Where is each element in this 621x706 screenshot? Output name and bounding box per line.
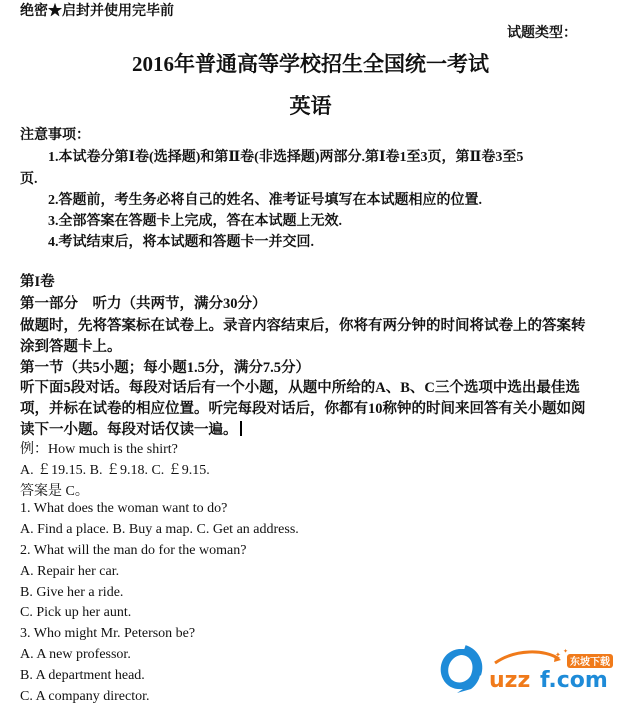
question-2-option-b: B. Give her a ride. bbox=[20, 585, 124, 600]
exam-title: 2016年普通高等学校招生全国统一考试 bbox=[132, 52, 489, 76]
instruction-line-2: 涂到答题卡上。 bbox=[20, 339, 122, 355]
question-1-options: A. Find a place. B. Buy a map. C. Get an address. bbox=[20, 522, 299, 537]
question-3-option-c: C. A company director. bbox=[20, 689, 150, 704]
question-3: 3. Who might Mr. Peterson be? bbox=[20, 626, 196, 641]
confidential-label: 绝密★启封并使用完毕前 bbox=[20, 4, 174, 19]
uzzf-logo-icon bbox=[437, 645, 617, 695]
example-question: 例：How much is the shirt? bbox=[20, 442, 178, 457]
volume-heading: 第I卷 bbox=[20, 274, 55, 290]
question-3-option-b: B. A department head. bbox=[20, 668, 145, 683]
question-2-option-c: C. Pick up her aunt. bbox=[20, 605, 132, 620]
svg-text:✦: ✦ bbox=[563, 648, 569, 655]
svg-text:东坡下载: 东坡下载 bbox=[570, 657, 610, 668]
exam-subject: 英语 bbox=[289, 94, 332, 118]
question-2-option-a: A. Repair her car. bbox=[20, 564, 120, 579]
question-1: 1. What does the woman want to do? bbox=[20, 501, 228, 516]
note-item-4: 4.考试结束后，将本试题和答题卡一并交回. bbox=[48, 235, 314, 250]
note-item-2: 2.答题前，考生务必将自己的姓名、准考证号填写在本试题相应的位置. bbox=[48, 193, 482, 208]
svg-text:f.com: f.com bbox=[540, 668, 608, 693]
svg-text:✦: ✦ bbox=[555, 651, 561, 659]
instruction-line-1: 做题时，先将答案标在试卷上。录音内容结束后，你将有两分钟的时间将试卷上的答案转 bbox=[20, 318, 586, 334]
section-heading: 第一节（共5小题；每小题1.5分，满分7.5分） bbox=[20, 360, 310, 376]
directions-line-3 bbox=[20, 418, 242, 439]
uzzf-watermark-logo bbox=[437, 645, 617, 695]
directions-line-2: 项，并标在试卷的相应位置。听完每段对话后，你都有10称钟的时间来回答有关小题如阅 bbox=[20, 401, 586, 417]
directions-line-3-text: 读下一小题。每段对话仅读一遍。 bbox=[20, 422, 238, 438]
directions-line-1: 听下面5段对话。每段对话后有一个小题，从题中所给的A、B、C三个选项中选出最佳选 bbox=[20, 380, 580, 396]
svg-text:uzz: uzz bbox=[489, 668, 531, 693]
notes-heading: 注意事项： bbox=[20, 128, 90, 143]
question-3-option-a: A. A new professor. bbox=[20, 647, 131, 662]
example-options: A. ￡19.15. B. ￡9.18. C. ￡9.15. bbox=[20, 463, 210, 478]
note-item-3: 3.全部答案在答题卡上完成，答在本试题上无效. bbox=[48, 214, 342, 229]
note-item-1-cont: 页. bbox=[20, 172, 38, 187]
question-type-label: 试题类型： bbox=[507, 26, 577, 41]
question-2: 2. What will the man do for the woman? bbox=[20, 543, 247, 558]
part-heading: 第一部分 听力（共两节，满分30分） bbox=[20, 296, 267, 312]
text-cursor bbox=[240, 421, 242, 436]
example-answer: 答案是 C。 bbox=[20, 484, 89, 499]
note-item-1: 1.本试卷分第Ⅰ卷(选择题)和第Ⅱ卷(非选择题)两部分.第Ⅰ卷1至3页，第Ⅱ卷3至5 bbox=[48, 150, 524, 165]
